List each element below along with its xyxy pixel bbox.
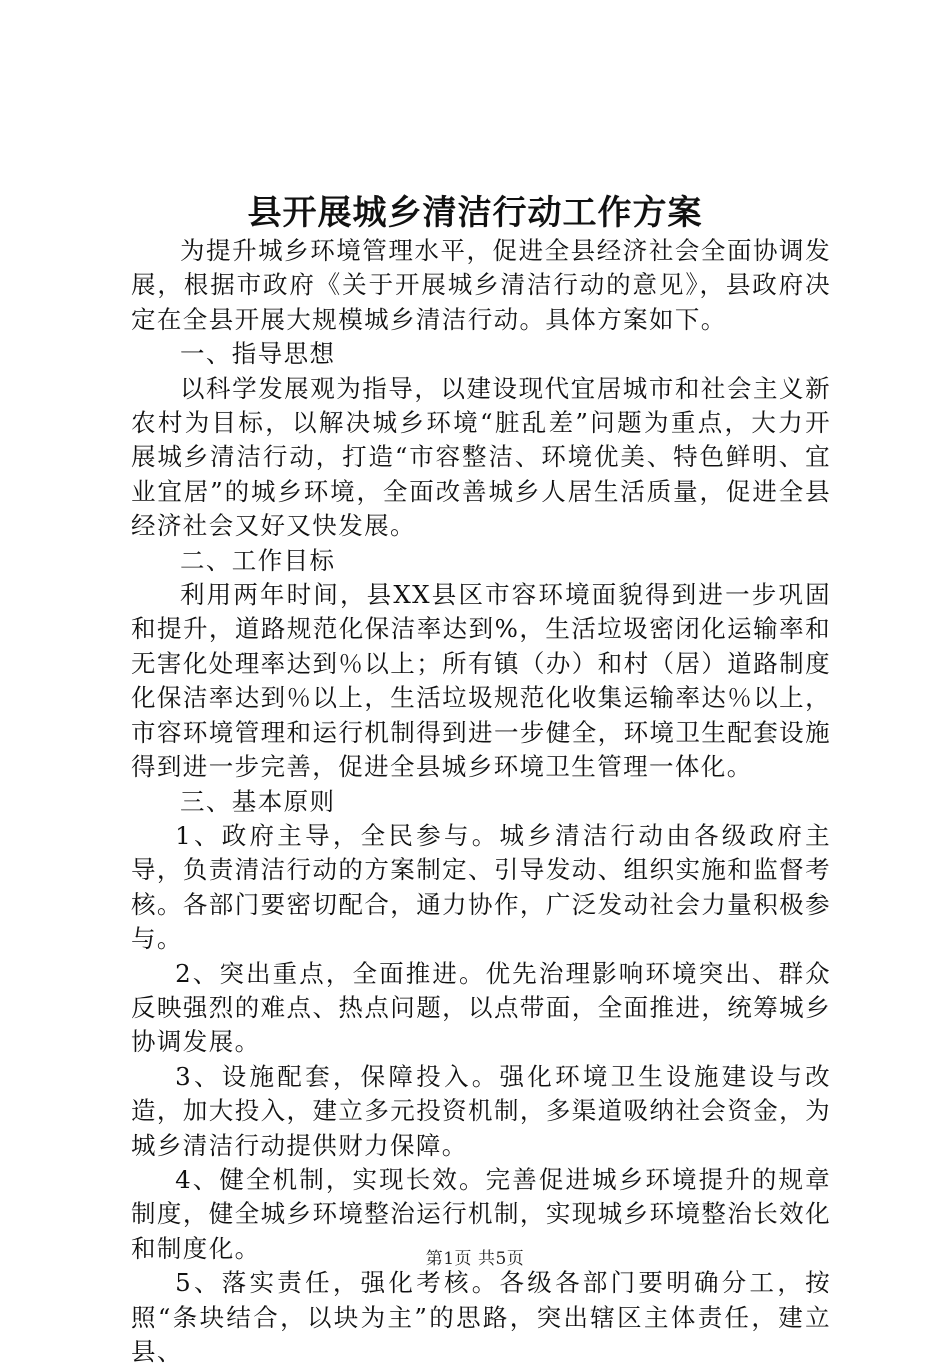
principle-item: 4、健全机制，实现长效。完善促进城乡环境提升的规章制度，健全城乡环境整治运行机制，实现城乡环境整治长效化和制度化。 xyxy=(131,1164,831,1263)
document-body xyxy=(131,234,831,1369)
section-paragraph-guiding-ideology: 以科学发展观为指导，以建设现代宜居城市和社会主义新农村为目标，以解决城乡环境“脏乱差”问题为重点，大力开展城乡清洁行动，打造“市容整洁、环境优美、特色鲜明、宜业宜居”的城乡环境，全面改善城乡人居生活质量，促进全县经济社会又好又快发展。 xyxy=(131,373,831,541)
section-heading-work-goals: 二、工作目标 xyxy=(180,545,336,575)
principle-item: 2、突出重点，全面推进。优先治理影响环境突出、群众反映强烈的难点、热点问题，以点带面，全面推进，统筹城乡协调发展。 xyxy=(131,958,831,1057)
section-paragraph-work-goals: 利用两年时间，县XX县区市容环境面貌得到进一步巩固和提升，道路规范化保洁率达到%，生活垃圾密闭化运输率和无害化处理率达到％以上；所有镇（办）和村（居）道路制度化保洁率达到％以上，生活垃圾规范化收集运输率达％以上，市容环境管理和运行机制得到进一步健全，环境卫生配套设施得到进一步完善，促进全县城乡环境卫生管理一体化。 xyxy=(131,580,831,782)
page-number-footer: 第1页 共5页 xyxy=(425,1249,525,1269)
document-title: 县开展城乡清洁行动工作方案 xyxy=(247,193,703,233)
section-heading-basic-principles: 三、基本原则 xyxy=(180,786,336,816)
principle-item: 1、政府主导，全民参与。城乡清洁行动由各级政府主导，负责清洁行动的方案制定、引导发动、组织实施和监督考核。各部门要密切配合，通力协作，广泛发动社会力量积极参与。 xyxy=(131,820,831,954)
section-heading-guiding-ideology: 一、指导思想 xyxy=(180,339,336,369)
principle-item: 3、设施配套，保障投入。强化环境卫生设施建设与改造，加大投入，建立多元投资机制，多渠道吸纳社会资金，为城乡清洁行动提供财力保障。 xyxy=(131,1061,831,1160)
principle-item: 5、落实责任，强化考核。各级各部门要明确分工，按照“条块结合，以块为主”的思路，突出辖区主体责任，建立县、 xyxy=(131,1268,831,1366)
intro-paragraph: 为提升城乡环境管理水平，促进全县经济社会全面协调发展，根据市政府《关于开展城乡清洁行动的意见》，县政府决定在全县开展大规模城乡清洁行动。具体方案如下。 xyxy=(131,236,831,334)
